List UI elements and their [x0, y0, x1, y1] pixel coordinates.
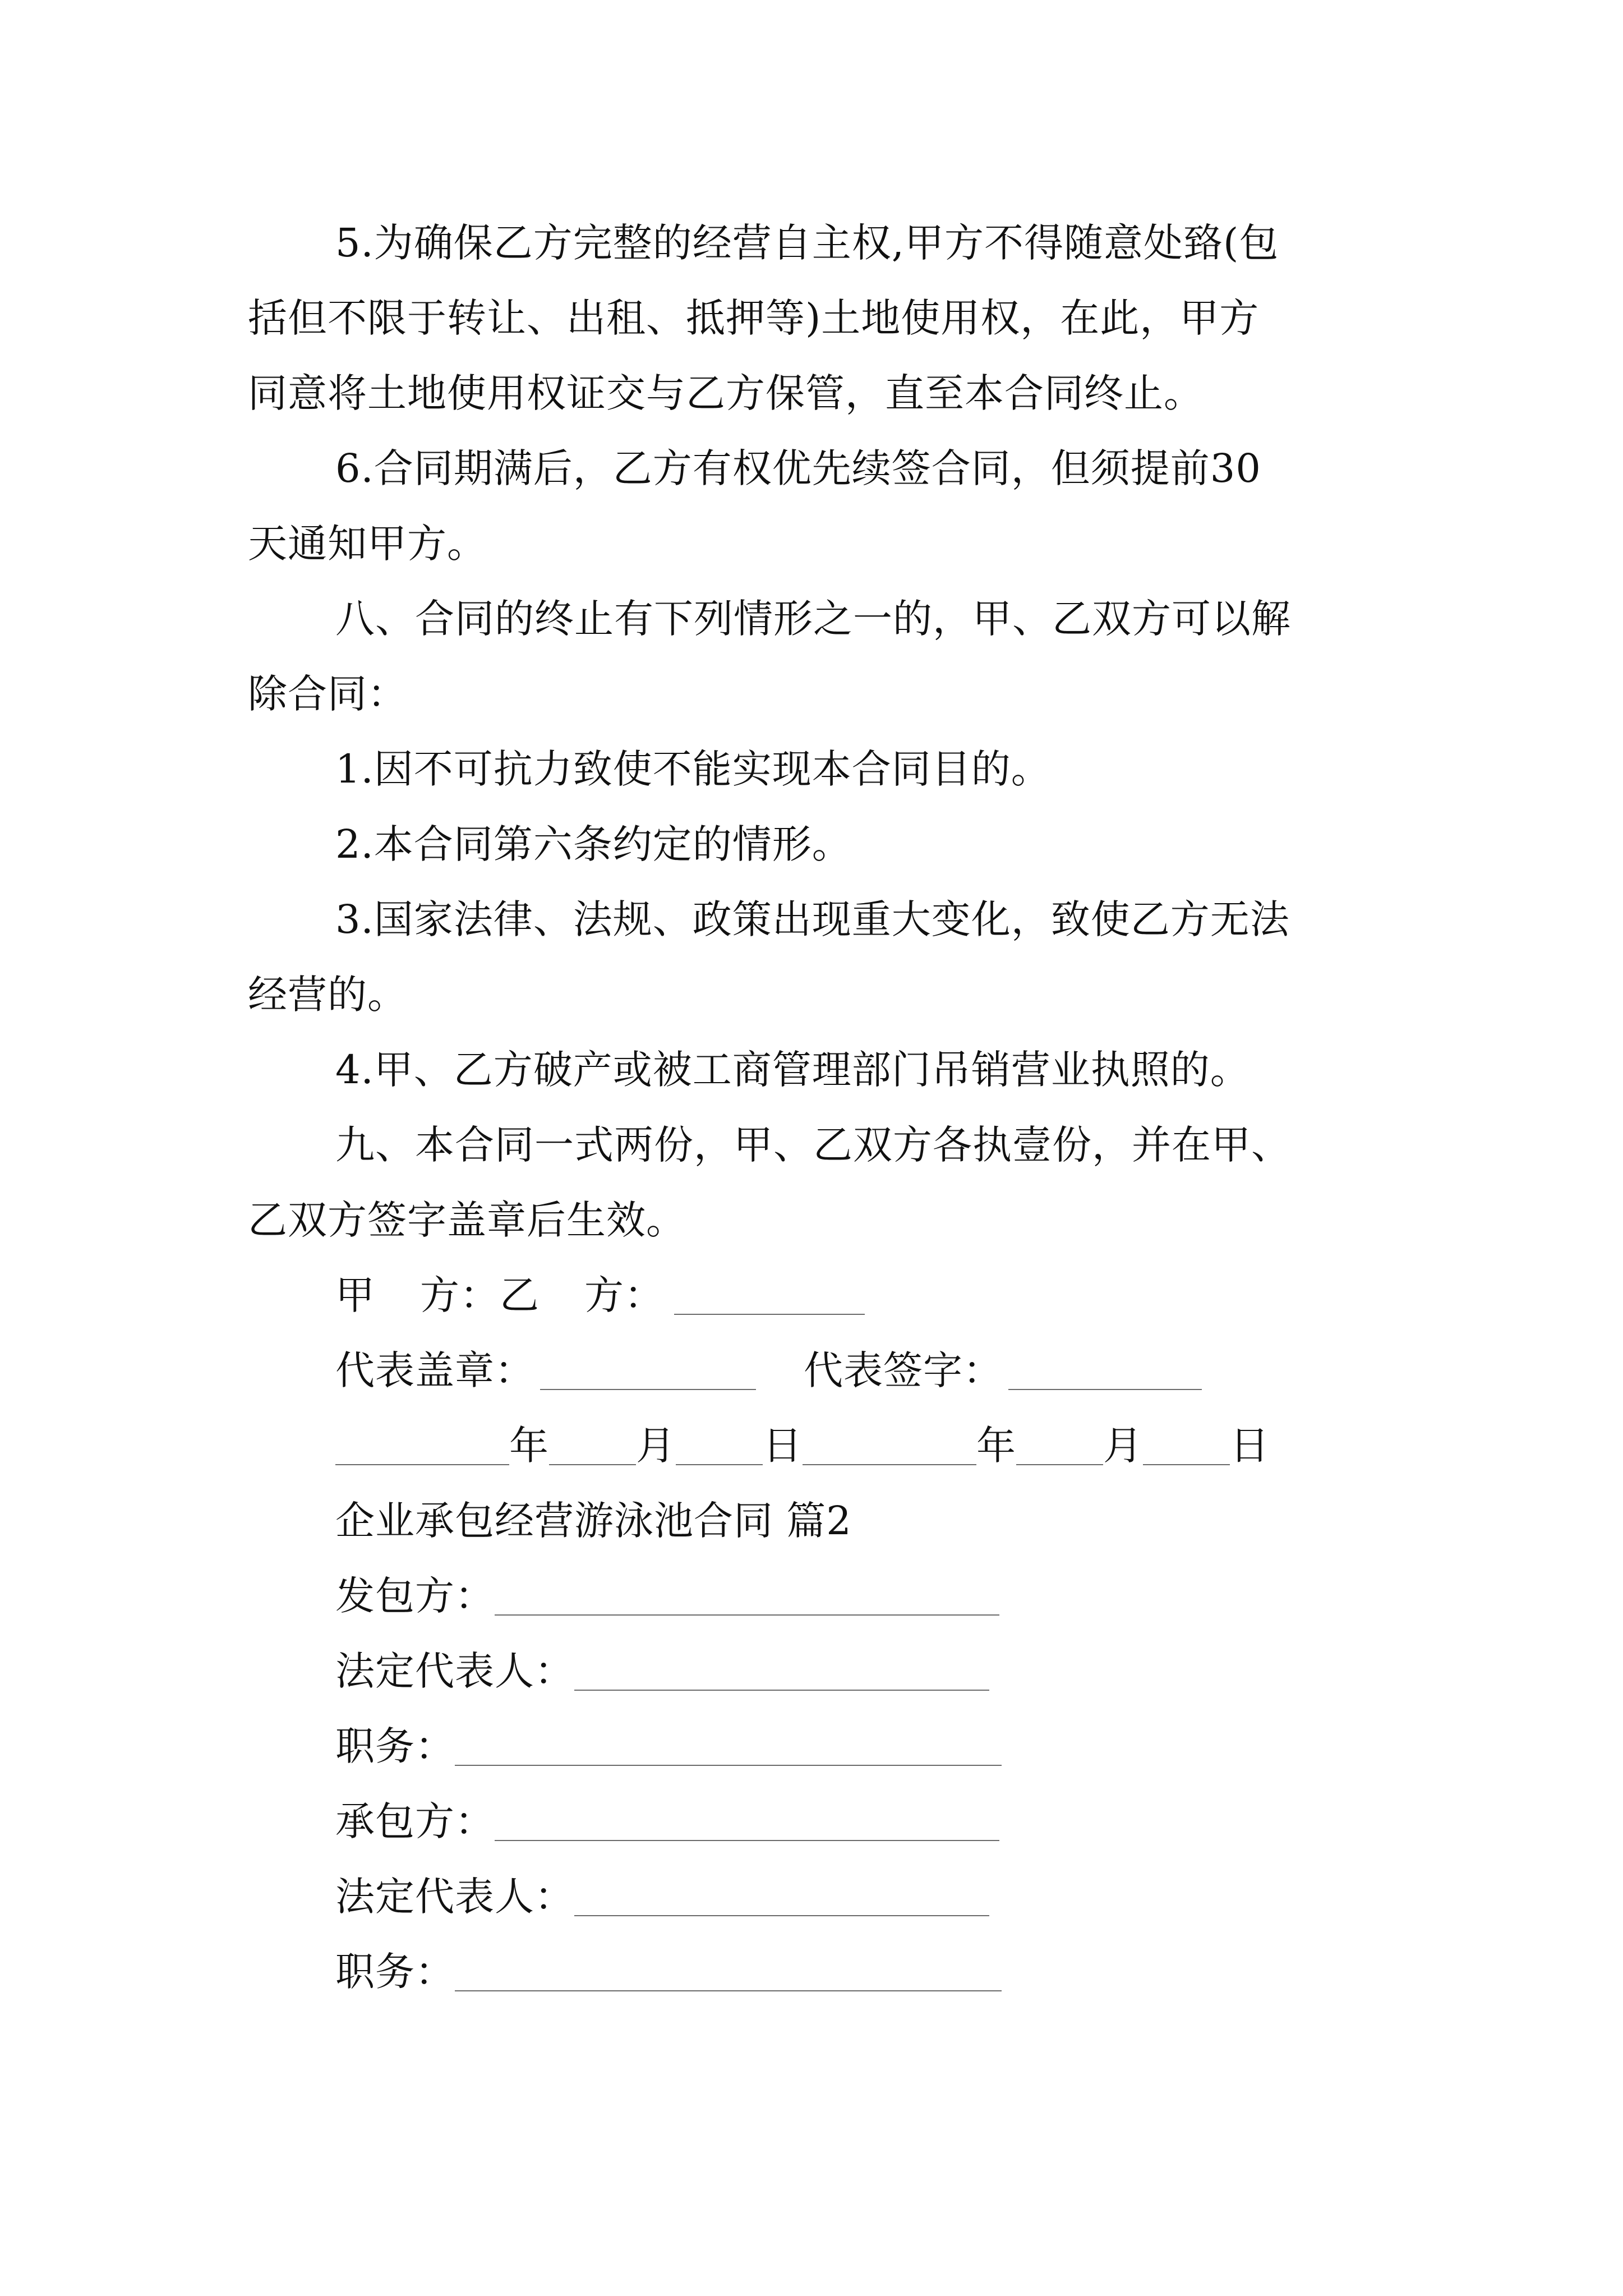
date-blank[interactable] — [803, 1429, 976, 1465]
day-label: 日 — [763, 1423, 803, 1469]
field-blank[interactable] — [495, 1805, 999, 1841]
field-blank[interactable] — [455, 1730, 1002, 1766]
party-a-tail: 方：乙 — [420, 1272, 540, 1318]
contract-field-row — [335, 1648, 989, 1694]
field-blank[interactable] — [574, 1655, 989, 1691]
contract-field-row — [335, 1573, 999, 1619]
rep-sign-blank[interactable] — [1008, 1354, 1202, 1390]
contract-field-row — [335, 1723, 1002, 1769]
day-label: 日 — [1230, 1423, 1270, 1469]
field-label: 职务： — [335, 1723, 455, 1769]
year-label: 年 — [509, 1423, 549, 1469]
paragraph-line: 2.本合同第六条约定的情形。 — [335, 821, 852, 867]
contract-field-row — [335, 1949, 1002, 1995]
paragraph-line: 括但不限于转让、出租、抵押等)土地使用权，在此，甲方 — [248, 295, 1260, 341]
rep-seal-blank[interactable] — [540, 1354, 756, 1390]
field-label: 发包方： — [335, 1573, 495, 1619]
signature-parties-line — [335, 1272, 865, 1318]
date-blank[interactable] — [549, 1429, 636, 1465]
section-title: 企业承包经营游泳池合同 篇2 — [335, 1498, 852, 1544]
paragraph-line: 同意将土地使用权证交与乙方保管，直至本合同终止。 — [248, 370, 1204, 416]
date-blank[interactable] — [1016, 1429, 1103, 1465]
field-blank[interactable] — [574, 1880, 989, 1916]
paragraph-line: 除合同： — [248, 671, 407, 717]
date-blank[interactable] — [676, 1429, 763, 1465]
party-b-tail: 方： — [584, 1272, 664, 1318]
party-a-label: 甲 — [335, 1272, 375, 1318]
field-label: 职务： — [335, 1949, 455, 1995]
paragraph-line: 6.合同期满后，乙方有权优先续签合同，但须提前30 — [335, 445, 1261, 491]
paragraph-line: 八、合同的终止有下列情形之一的，甲、乙双方可以解 — [335, 596, 1291, 642]
field-blank[interactable] — [455, 1955, 1002, 1991]
date-blank[interactable] — [1143, 1429, 1230, 1465]
date-blank[interactable] — [335, 1429, 509, 1465]
signature-rep-line — [335, 1347, 1202, 1393]
field-label: 法定代表人： — [335, 1648, 574, 1694]
year-label: 年 — [976, 1423, 1016, 1469]
month-label: 月 — [636, 1423, 676, 1469]
signature-date-line — [335, 1423, 1270, 1469]
contract-field-row — [335, 1798, 999, 1844]
contract-field-row — [335, 1874, 989, 1920]
party-b-blank[interactable] — [674, 1279, 865, 1315]
paragraph-line: 5.为确保乙方完整的经营自主权,甲方不得随意处臵(包 — [335, 220, 1279, 266]
rep-seal-label: 代表盖章： — [335, 1347, 534, 1393]
paragraph-line: 天通知甲方。 — [248, 521, 487, 567]
rep-sign-label: 代表签字： — [804, 1347, 1003, 1393]
field-blank[interactable] — [495, 1580, 999, 1616]
field-label: 法定代表人： — [335, 1874, 574, 1920]
paragraph-line: 经营的。 — [248, 972, 407, 1018]
paragraph-line: 3.国家法律、法规、政策出现重大变化，致使乙方无法 — [335, 896, 1290, 942]
field-label: 承包方： — [335, 1798, 495, 1844]
paragraph-line: 乙双方签字盖章后生效。 — [248, 1197, 686, 1243]
month-label: 月 — [1103, 1423, 1143, 1469]
paragraph-line: 1.因不可抗力致使不能实现本合同目的。 — [335, 746, 1051, 792]
paragraph-line: 4.甲、乙方破产或被工商管理部门吊销营业执照的。 — [335, 1047, 1250, 1093]
paragraph-line: 九、本合同一式两份，甲、乙双方各执壹份，并在甲、 — [335, 1122, 1291, 1168]
